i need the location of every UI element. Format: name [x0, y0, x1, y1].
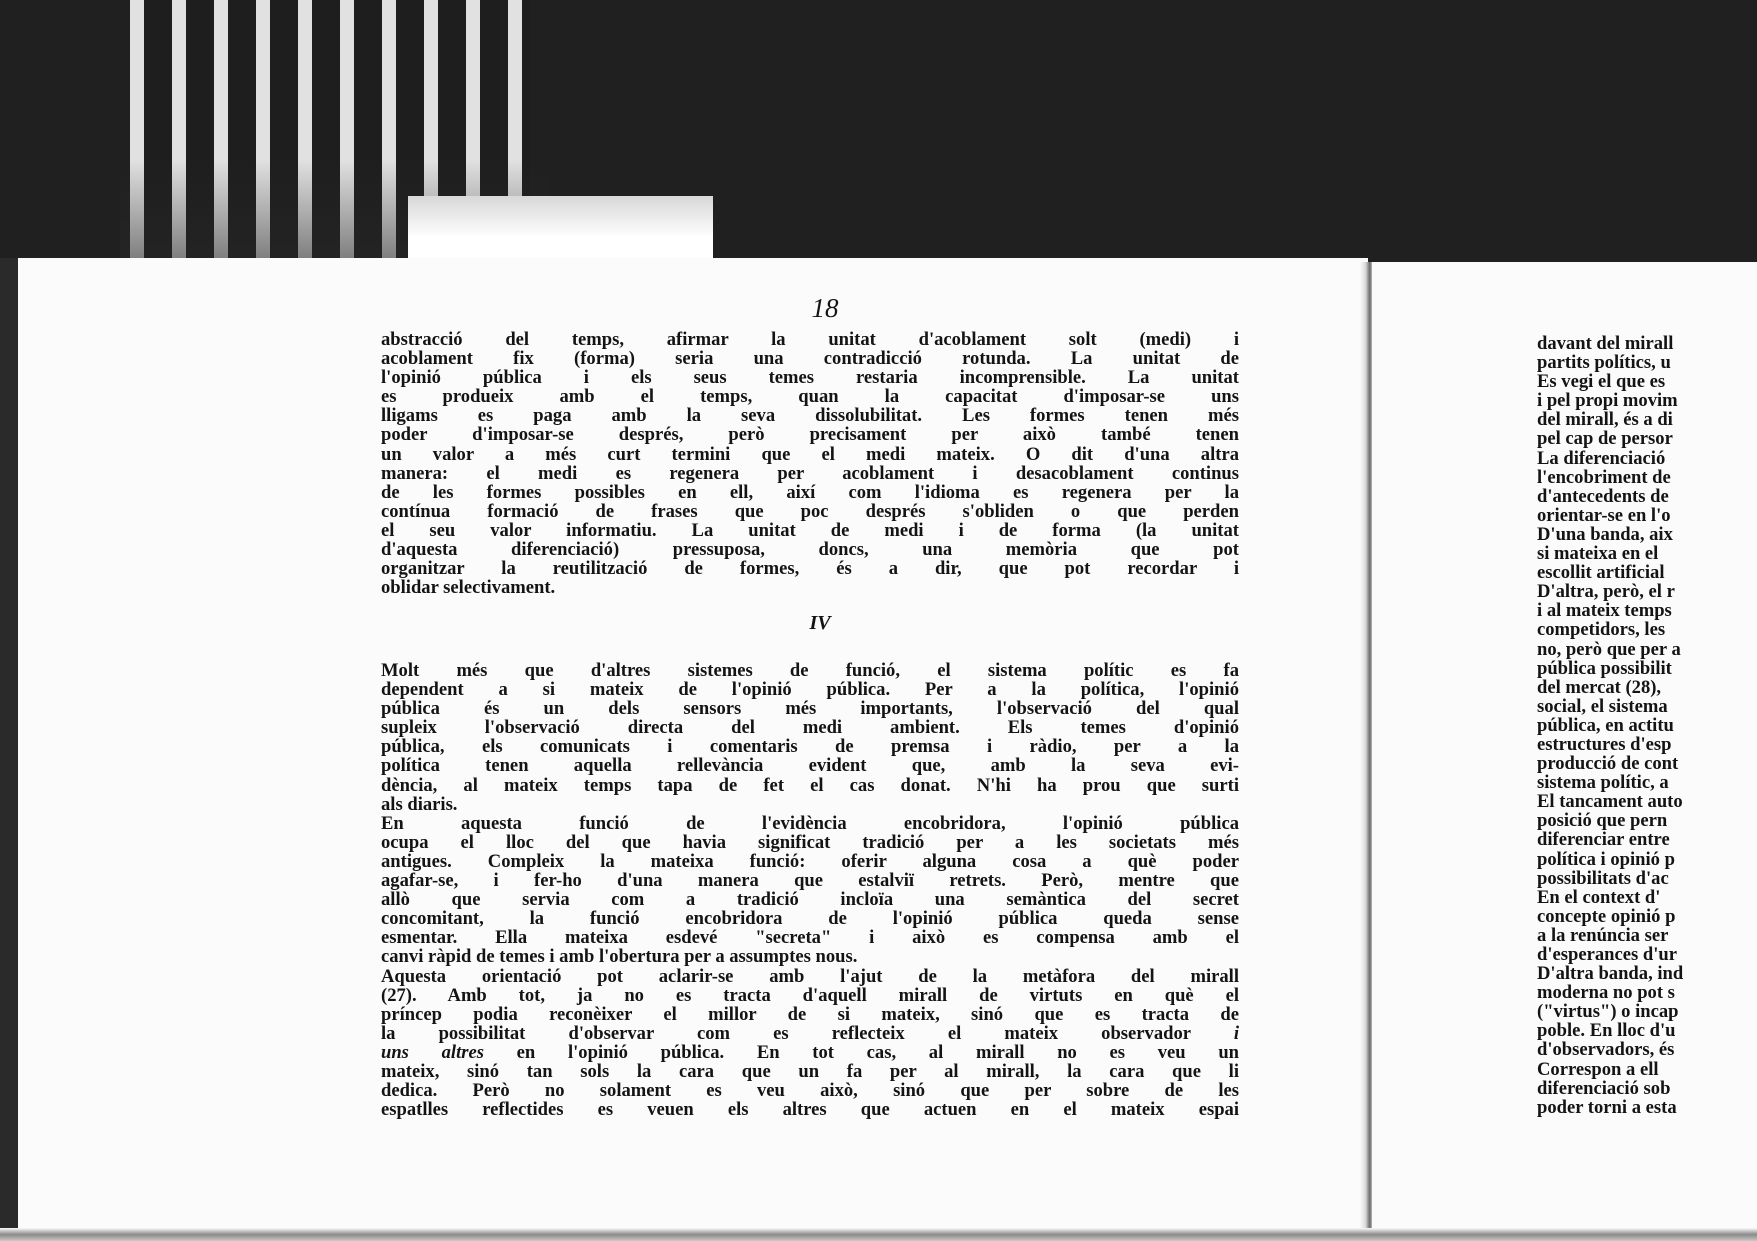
text-line: el seu valor informatiu. La unitat de medi i de forma (la unitat: [381, 520, 1239, 541]
text-line: pública possibilit: [1537, 658, 1672, 678]
text-line: ocupa el lloc del que havia significat tradició per a les societats més: [381, 832, 1239, 852]
text-line: oblidar selectivament.: [381, 578, 556, 598]
text-line: En aquesta funció de l'evidència encobridora, l'opinió pública: [381, 813, 1239, 833]
text-line: als diaris.: [381, 794, 458, 814]
text-fragment: en l'opinió pública. En tot cas, al mirall no es veu un: [483, 1042, 1239, 1062]
text-line: davant del mirall: [1537, 334, 1674, 354]
text-line: pública és un dels sensors més importants, l'observació del qual: [381, 699, 1239, 719]
text-line: de les formes possibles en ell, així com l'idioma es regenera per la: [381, 482, 1239, 502]
text-line: competidors, les: [1537, 620, 1666, 640]
text-line: pública, en actitu: [1537, 715, 1674, 735]
text-line: poder torni a esta: [1537, 1097, 1677, 1117]
text-line: D'altra banda, ind: [1537, 964, 1684, 984]
text-line: poble. En lloc d'u: [1537, 1021, 1676, 1041]
text-line: partits polítics, u: [1537, 353, 1671, 373]
text-line: dedica. Però no solament es veu això, sinó que per sobre de les: [381, 1081, 1239, 1101]
text-line: organitzar la reutilització de formes, és a dir, que pot recordar i: [381, 559, 1239, 579]
text-line: dència, al mateix temps tapa de fet el cas donat. N'hi ha prou que surti: [381, 775, 1239, 795]
text-line: d'observadors, és: [1537, 1040, 1675, 1060]
text-line: poder d'imposar-se després, però precisament per això també tenen: [381, 425, 1239, 445]
text-line: manera: el medi es regenera per acoblament i desacoblament continus: [381, 463, 1239, 483]
text-line: La diferenciació: [1537, 448, 1666, 468]
text-line: del mercat (28),: [1537, 677, 1662, 697]
text-line: agafar-se, i fer-ho d'una manera que estalviï retrets. Però, mentre que: [381, 871, 1239, 891]
text-line: supleix l'observació directa del medi ambient. Els temes d'opinió: [381, 718, 1239, 738]
text-line: a la renúncia ser: [1537, 925, 1669, 945]
left-column-bottom: [381, 661, 1239, 1119]
text-line: esmentar. Ella mateixa esdevé "secreta" i això es compensa amb el: [381, 928, 1239, 948]
italic-fragment: i: [1233, 1023, 1239, 1043]
text-line: contínua formació de frases que poc després s'obliden o que perden: [381, 501, 1239, 521]
text-line: no, però que per a: [1537, 639, 1681, 659]
section-heading: IV: [809, 612, 831, 634]
text-line: diferenciar entre: [1537, 830, 1670, 850]
text-line: espatlles reflectides es veuen els altres que actuen en el mateix espai: [381, 1100, 1239, 1120]
paper-tab: [408, 196, 713, 266]
page-number: 18: [811, 293, 839, 323]
text-line: Aquesta orientació pot aclarir-se amb l'ajut de la metàfora del mirall: [381, 966, 1239, 986]
text-line: abstracció del temps, afirmar la unitat d'acoblament solt (medi) i: [381, 330, 1239, 350]
text-line: concepte opinió p: [1537, 906, 1676, 926]
text-fragment: la possibilitat d'observar com es reflecteix el mateix observador: [381, 1023, 1234, 1043]
italic-fragment: uns altres: [381, 1042, 484, 1062]
text-line: D'una banda, aix: [1537, 524, 1673, 545]
text-line: l'opinió pública i els seus temes restaria incomprensible. La unitat: [381, 368, 1239, 388]
text-line: Correspon a ell: [1537, 1059, 1659, 1079]
text-line: l'encobriment de: [1537, 467, 1671, 487]
text-line: política tenen aquella rellevància evident que, amb la seva evi-: [381, 756, 1239, 776]
text-line: Molt més que d'altres sistemes de funció, el sistema polític es fa: [381, 661, 1239, 681]
text-line: orientar-se en l'o: [1537, 505, 1671, 525]
text-line: concomitant, la funció encobridora de l'opinió pública queda sense: [381, 909, 1239, 929]
page-bottom-edge: [0, 1228, 1757, 1241]
text-line: príncep podia reconèixer el millor de si mateix, sinó que es tracta de: [381, 1004, 1239, 1024]
text-line: mateix, sinó tan sols la cara que un fa per al mirall, la cara que li: [381, 1061, 1239, 1082]
text-line: i pel propi movim: [1537, 391, 1678, 411]
text-line: moderna no pot s: [1537, 983, 1675, 1003]
text-line: producció de cont: [1537, 754, 1679, 774]
text-line: lligams es paga amb la seva dissolubilitat. Les formes tenen més: [381, 406, 1239, 426]
text-line: diferenciació sob: [1537, 1078, 1671, 1098]
text-line: d'aquesta diferenciació) pressuposa, doncs, una memòria que pot: [381, 540, 1239, 560]
text-line: (27). Amb tot, ja no es tracta d'aquell mirall de virtuts en què el: [381, 985, 1239, 1005]
right-column-text: [1537, 334, 1757, 1117]
text-line: allò que servia com a tradició incloïa una semàntica del secret: [381, 890, 1239, 910]
text-line: [381, 1024, 1239, 1043]
text-line: d'antecedents de: [1537, 486, 1669, 506]
text-line: escollit artificial: [1537, 563, 1665, 583]
text-line: social, el sistema: [1537, 696, 1668, 716]
text-line: canvi ràpid de temes i amb l'obertura per a assumptes nous.: [381, 947, 858, 967]
text-line: estructures d'esp: [1537, 734, 1672, 755]
text-line: posició que pern: [1537, 811, 1668, 831]
text-line: política i opinió p: [1537, 849, 1675, 869]
text-line: possibilitats d'ac: [1537, 868, 1669, 888]
text-line: ("virtus") o incap: [1537, 1002, 1679, 1022]
left-column-top: [381, 330, 1239, 597]
text-line: Es vegi el que es: [1537, 372, 1666, 392]
text-line: D'altra, però, el r: [1537, 582, 1675, 602]
text-line: si mateixa en el: [1537, 544, 1659, 564]
text-line: antigues. Compleix la mateixa funció: oferir alguna cosa a què poder: [381, 851, 1239, 872]
text-line: dependent a si mateix de l'opinió pública. Per a la política, l'opinió: [381, 680, 1239, 700]
text-line: del mirall, és a di: [1537, 410, 1673, 430]
text-line: es produeix amb el temps, quan la capacitat d'imposar-se uns: [381, 387, 1239, 407]
text-line: d'esperances d'ur: [1537, 945, 1677, 965]
text-line: i al mateix temps: [1537, 601, 1672, 621]
text-line: El tancament auto: [1537, 792, 1683, 812]
text-line: pel cap de persor: [1537, 429, 1673, 449]
text-line: [381, 1043, 1239, 1062]
text-line: En el context d': [1537, 887, 1661, 907]
text-line: pública, els comunicats i comentaris de premsa i ràdio, per a la: [381, 737, 1239, 757]
text-line: acoblament fix (forma) seria una contradicció rotunda. La unitat de: [381, 349, 1239, 369]
text-line: sistema polític, a: [1537, 773, 1669, 793]
text-line: un valor a més curt termini que el medi mateix. O dit d'una altra: [381, 444, 1239, 464]
